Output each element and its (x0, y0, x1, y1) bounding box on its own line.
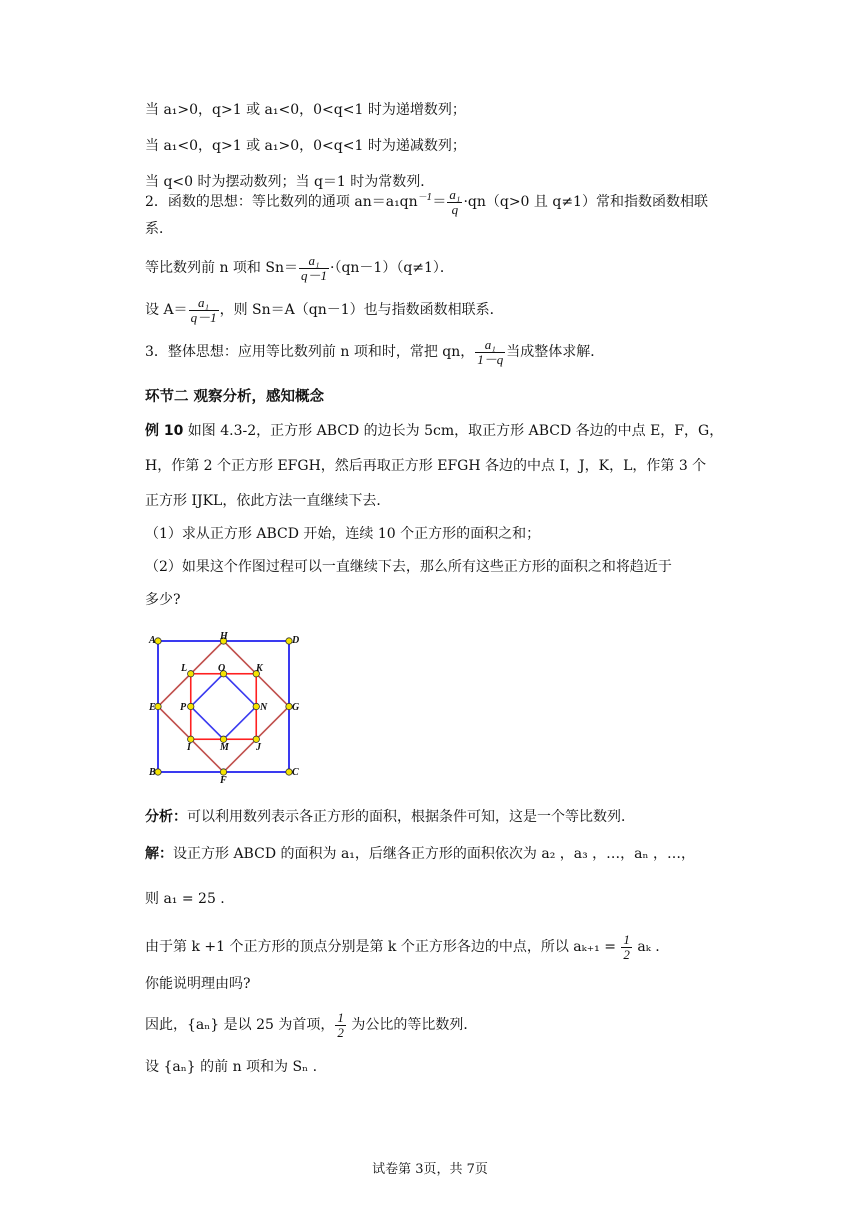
label-N: N (260, 702, 268, 713)
text-line-3: 当 q<0 时为摆动数列；当 q＝1 时为常数列． (145, 174, 435, 190)
example-line-2: H，作第 2 个正方形 EFGH，然后再取正方形 EFGH 各边的中点 I，J，K，L，作第 3 个 (145, 458, 707, 474)
solution-label: 解： (145, 846, 173, 862)
square-mnop (191, 674, 257, 740)
label-A: A (149, 635, 156, 646)
question-1: （1）求从正方形 ABCD 开始，连续 10 个正方形的面积之和； (145, 526, 541, 542)
nested-squares-figure (147, 630, 307, 785)
l4-sup: －1 (417, 193, 433, 203)
l6-fraction: $\frac{\text{a₁}}{q-1}$ (300, 252, 327, 283)
text-line-2: 当 a₁<0，q>1 或 a₁>0，0<q<1 时为递减数列； (145, 138, 466, 154)
l4-eq: ＝ (432, 194, 447, 210)
label-B: B (149, 767, 156, 778)
label-I: I (187, 742, 191, 753)
sol5-fraction: $\frac{1}{2}$ (337, 1009, 344, 1040)
section-heading: 环节二 观察分析，感知概念 (145, 389, 325, 405)
label-F: F (220, 775, 227, 785)
solution-line-2: 则 a₁ = 25 . (145, 891, 225, 907)
label-K: K (256, 663, 263, 674)
l8-fraction: $\frac{\text{a₁}}{1-q}$ (477, 336, 504, 367)
label-J: J (256, 742, 261, 753)
square-ijkl (191, 674, 257, 740)
solution-line-6: 设 {aₙ} 的前 n 项和为 Sₙ . (145, 1059, 318, 1075)
vertex-dots (155, 638, 292, 775)
label-H: H (220, 631, 228, 642)
solution-line-3: 由于第 k +1 个正方形的顶点分别是第 k 个正方形各边的中点，所以 aₖ₊₁ = $\frac{1}{2}$ aₖ . (145, 931, 660, 962)
sol3-fraction: $\frac{1}{2}$ (623, 931, 630, 962)
text-line-4 (145, 178, 708, 218)
solution-line-5: 因此，{aₙ} 是以 25 为首项， $\frac{1}{2}$ 为公比的等比数列． (145, 1009, 478, 1040)
question-2a: （2）如果这个作图过程可以一直继续下去，那么所有这些正方形的面积之和将趋近于 (145, 559, 672, 575)
l7-fraction: $\frac{\text{a₁}}{q-1}$ (190, 294, 217, 325)
text-line-8: 3．整体思想：应用等比数列前 n 项和时，常把 qn， $\frac{\text{a₁}}{1-q}$ 当成整体求解． (145, 336, 605, 367)
analysis-label: 分析： (145, 809, 187, 825)
label-E: E (149, 702, 156, 713)
page-footer: 试卷第 3页，共 7页 (372, 1162, 488, 1177)
example-label: 例 10 (145, 423, 184, 439)
label-G: G (292, 702, 300, 713)
text-line-1: 当 a₁>0，q>1 或 a₁<0，0<q<1 时为递增数列； (145, 102, 466, 118)
analysis-line: 分析：可以利用数列表示各正方形的面积，根据条件可知，这是一个等比数列． (145, 809, 635, 825)
solution-line-4: 你能说明理由吗? (145, 976, 251, 992)
l4-suffix: ·qn（q>0 且 q≠1）常和指数函数相联 (463, 194, 708, 210)
label-L: L (181, 663, 188, 674)
example-line-1: 例 10 如图 4.3-2，正方形 ABCD 的边长为 5cm，取正方形 ABCD 各边的中点 E，F，G， (145, 423, 724, 439)
example-line-3: 正方形 IJKL，依此方法一直继续下去． (145, 493, 391, 509)
text-line-5: 系． (145, 221, 173, 237)
solution-line-1: 解：设正方形 ABCD 的面积为 a₁，后继各正方形的面积依次为 a₂ ，a₃ ，…，aₙ ，…， (145, 846, 696, 862)
text-line-7: 设 A＝ $\frac{\text{a₁}}{q-1}$ ，则 Sn＝A（qn－1）也与指数函数相联系． (145, 294, 504, 325)
l4-fraction: $\frac{\text{a₁}}{q}$ (449, 186, 461, 217)
label-D: D (292, 635, 300, 646)
label-C: C (292, 767, 299, 778)
label-P: P (180, 702, 187, 713)
l4-prefix: 2．函数的思想：等比数列的通项 an＝a₁qn (145, 194, 418, 210)
text-line-6: 等比数列前 n 项和 Sn＝ $\frac{\text{a₁}}{q-1}$ ·（qn－1）（q≠1）． (145, 252, 454, 283)
label-O: O (218, 663, 226, 674)
label-M: M (220, 742, 229, 753)
question-2b: 多少? (145, 592, 181, 608)
